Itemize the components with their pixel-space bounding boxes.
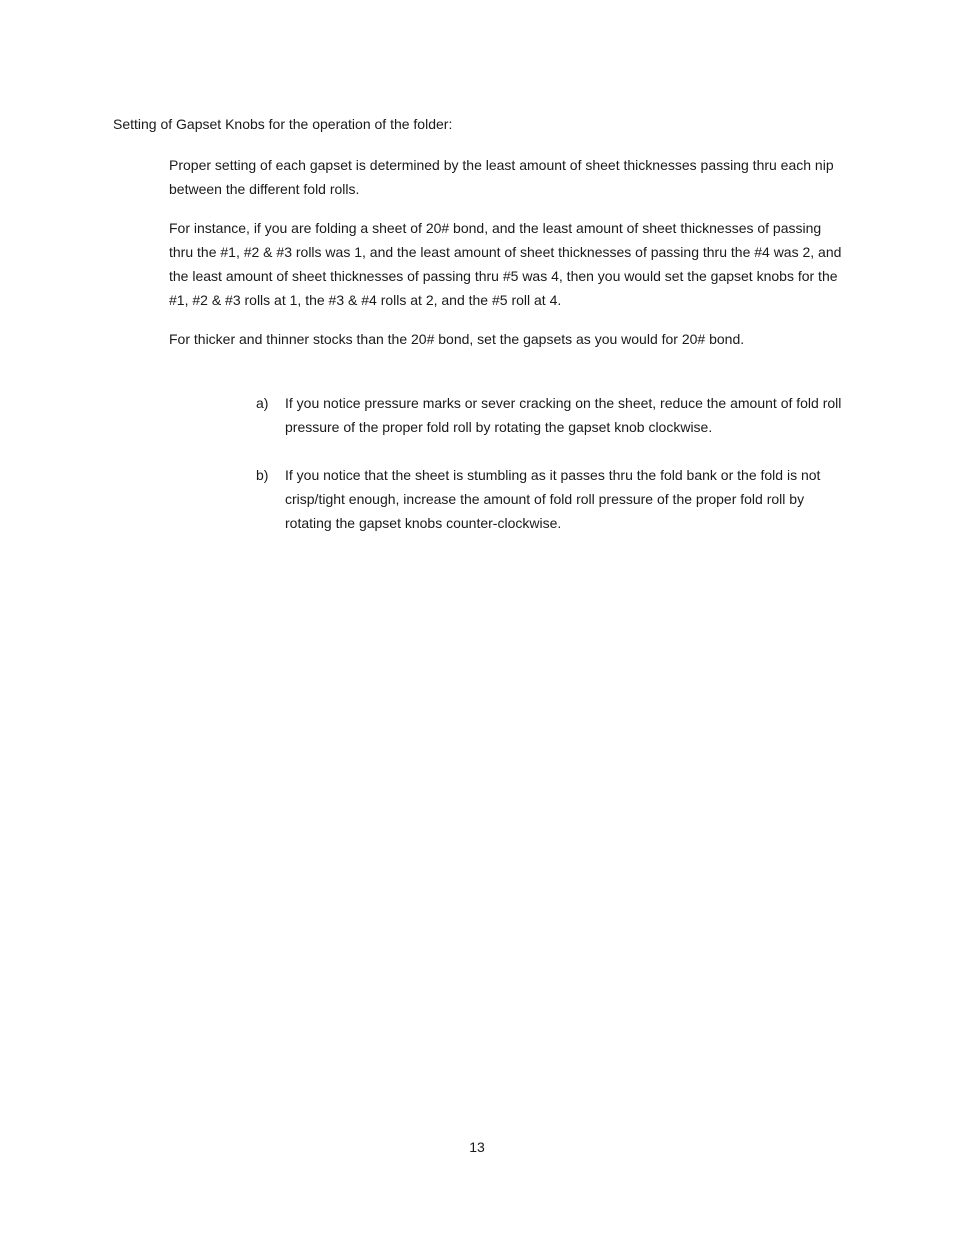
page-number: 13 — [469, 1139, 485, 1155]
section-heading: Setting of Gapset Knobs for the operation of the folder: — [113, 116, 453, 132]
body-text — [169, 153, 849, 366]
list-item — [256, 391, 846, 439]
list-marker: b) — [256, 467, 269, 483]
list-marker: a) — [256, 395, 269, 411]
paragraph-example: For instance, if you are folding a sheet of 20# bond, and the least amount of sheet thicknesses of passing thru the #1, #2 & #3 rolls was 1, and the least amount of sheet thicknesses of passing thru the #4 was 2, and the least amount of sheet thicknesses of passing thru #5 was 4, then you would set the gapset knobs for the #1, #2 & #3 rolls at 1, the #3 & #4 rolls at 2, and the #5 roll at 4. — [169, 220, 842, 308]
paragraph-gapset-determination: Proper setting of each gapset is determined by the least amount of sheet thicknesses passing thru each nip between the different fold rolls. — [169, 157, 834, 197]
list-item — [256, 463, 846, 535]
list-item-text: If you notice pressure marks or sever cracking on the sheet, reduce the amount of fold roll pressure of the proper fold roll by rotating the gapset knob clockwise. — [285, 395, 842, 435]
paragraph-thicker-thinner-stocks: For thicker and thinner stocks than the 20# bond, set the gapsets as you would for 20# bond. — [169, 331, 745, 347]
adjustment-list — [256, 391, 846, 559]
list-item-text: If you notice that the sheet is stumbling as it passes thru the fold bank or the fold is not crisp/tight enough, increase the amount of fold roll pressure of the proper fold roll by rotating the gapset knobs counter-clockwise. — [285, 467, 821, 531]
